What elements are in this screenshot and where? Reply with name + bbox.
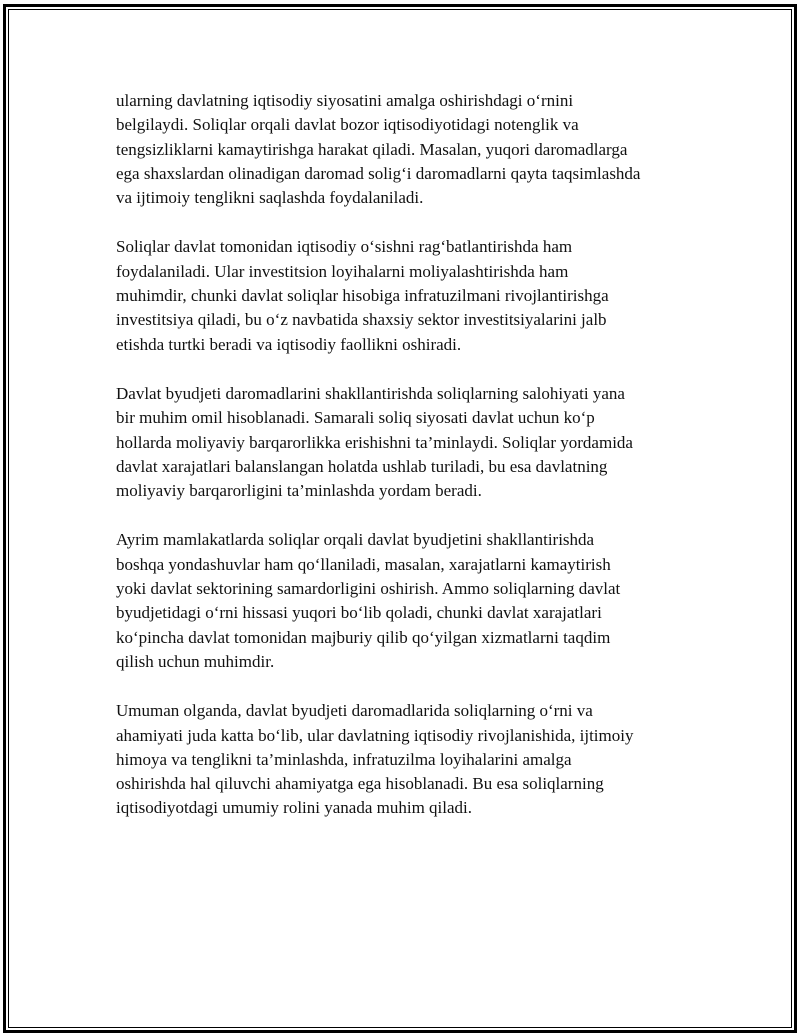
document-body bbox=[116, 89, 716, 846]
paragraph-1: ularning davlatning iqtisodiy siyosatini amalga oshirishdagi o‘rnini belgilaydi. Soliqlar orqali davlat bozor iqtisodiyotidagi notenglik va tengsizliklarni kamaytirishga harakat qiladi. Masalan, yuqori daromadlarga ega shaxslardan olinadigan daromad solig‘i daromadlarni qayta taqsimlashda va ijtimoiy tenglikni saqlashda foydalaniladi. bbox=[116, 91, 641, 208]
paragraph-3: Davlat byudjeti daromadlarini shakllantirishda soliqlarning salohiyati yana bir muhim omil hisoblanadi. Samarali soliq siyosati davlat uchun ko‘p hollarda moliyaviy barqarorlikka erishishni ta’minlaydi. Soliqlar yordamida davlat xarajatlari balanslangan holatda ushlab turiladi, bu esa davlatning moliyaviy barqarorligini ta’minlashda yordam beradi. bbox=[116, 383, 633, 501]
paragraph-5: Umuman olganda, davlat byudjeti daromadlarida soliqlarning o‘rni va ahamiyati juda katta bo‘lib, ular davlatning iqtisodiy rivojlanishida, ijtimoiy himoya va tenglikni ta’minlashda, infratuzilma loyihalarini amalga oshirishda hal qiluvchi ahamiyatga ega hisoblanadi. Bu esa soliqlarning iqtisodiyotdagi umumiy rolini yanada muhim qiladi. bbox=[116, 701, 634, 818]
paragraph-4: Ayrim mamlakatlarda soliqlar orqali davlat byudjetini shakllantirishda boshqa yondashuvlar ham qo‘llaniladi, masalan, xarajatlarni kamaytirish yoki davlat sektorining samardorligini oshirish. Ammo soliqlarning davlat byudjetidagi o‘rni hissasi yuqori bo‘lib qoladi, chunki davlat xarajatlari ko‘pincha davlat tomonidan majburiy qilib qo‘yilgan xizmatlarni taqdim qilish uchun muhimdir. bbox=[116, 530, 621, 671]
paragraph-2: Soliqlar davlat tomonidan iqtisodiy o‘sishni rag‘batlantirishda ham foydalaniladi. Ular investitsion loyihalarni moliyalashtirishda ham muhimdir, chunki davlat soliqlar hisobiga infratuzilmani rivojlantirishga investitsiya qiladi, bu o‘z navbatida shaxsiy sektor investitsiyalarini jalb etishda turtki beradi va iqtisodiy faollikni oshiradi. bbox=[116, 237, 609, 354]
